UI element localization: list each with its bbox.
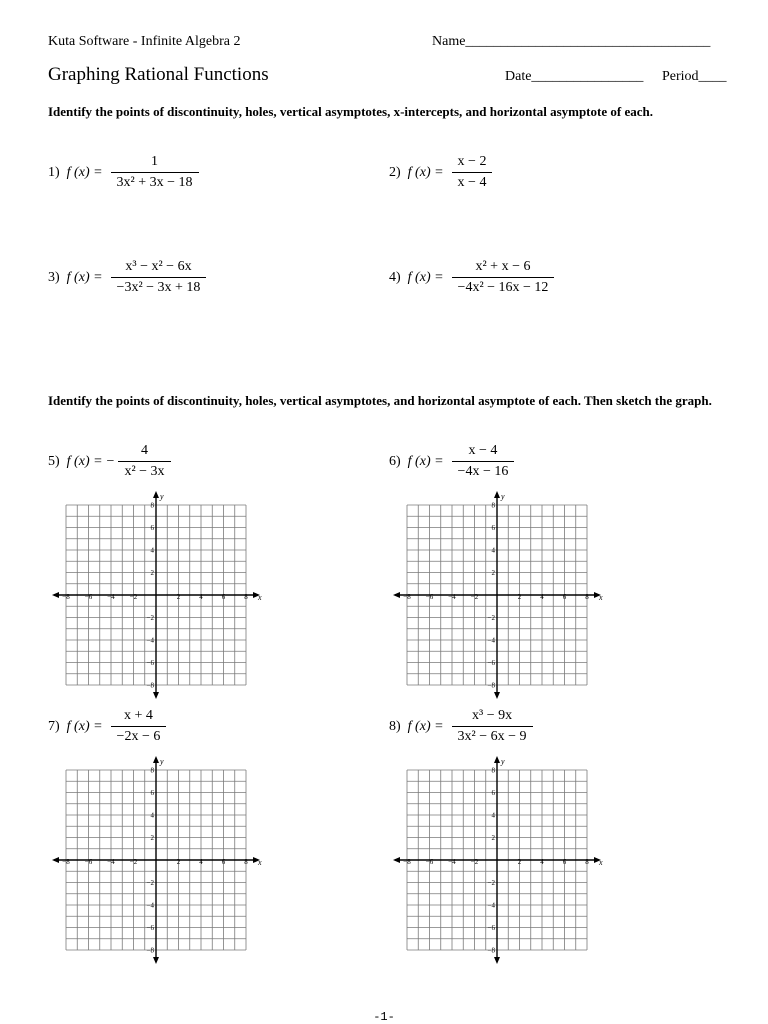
- x-tick-label: 6: [562, 858, 567, 866]
- y-axis-arrow-down: [153, 692, 159, 699]
- y-tick-label: −8: [487, 946, 495, 955]
- problem-4: [389, 259, 554, 296]
- y-tick-label: 2: [150, 569, 154, 577]
- denominator: x² − 3x: [118, 461, 170, 480]
- y-axis-arrow-down: [494, 957, 500, 964]
- coordinate-grid-6[interactable]: [389, 489, 619, 705]
- x-tick-label: −6: [425, 858, 434, 866]
- x-tick-label: 2: [176, 858, 181, 866]
- y-axis-arrow-up: [494, 491, 500, 498]
- denominator: −3x² − 3x + 18: [111, 277, 207, 296]
- x-tick-label: −2: [470, 593, 479, 601]
- fraction: [111, 154, 199, 191]
- y-tick-label: 6: [491, 789, 495, 797]
- y-tick-label: 6: [150, 789, 154, 797]
- x-tick-label: −4: [107, 858, 115, 866]
- worksheet-title: Graphing Rational Functions: [48, 64, 269, 85]
- problem-number: 5): [48, 453, 60, 469]
- numerator: x³ − 9x: [472, 708, 513, 723]
- x-tick-label: −6: [84, 593, 93, 601]
- y-tick-label: −6: [146, 659, 154, 667]
- y-tick-label: 6: [491, 524, 495, 532]
- y-tick-label: −8: [146, 681, 154, 690]
- problem-3: [48, 259, 206, 296]
- denominator: x − 4: [452, 172, 493, 191]
- x-axis-arrow-left: [52, 592, 59, 598]
- numerator: 1: [151, 154, 159, 169]
- problem-2: [389, 154, 492, 191]
- y-axis-arrow-up: [494, 756, 500, 763]
- fraction: [452, 154, 493, 191]
- x-axis-arrow-left: [393, 857, 400, 863]
- x-axis-label: x: [258, 593, 262, 602]
- x-tick-label: −8: [403, 858, 411, 866]
- x-axis-label: x: [599, 858, 603, 867]
- y-tick-label: −4: [146, 636, 154, 645]
- denominator: 3x² + 3x − 18: [111, 172, 199, 191]
- problem-6: [389, 443, 514, 480]
- period-field[interactable]: Period____: [662, 69, 727, 84]
- y-axis-label: y: [160, 492, 164, 501]
- x-tick-label: 4: [199, 593, 203, 601]
- x-tick-label: 6: [562, 593, 567, 601]
- y-axis-label: y: [501, 492, 505, 501]
- function-sign: −: [106, 453, 115, 469]
- x-tick-label: −4: [107, 593, 115, 601]
- x-tick-label: 2: [517, 858, 522, 866]
- fraction: [118, 443, 170, 480]
- x-tick-label: −6: [425, 593, 434, 601]
- publisher-label: Kuta Software - Infinite Algebra 2: [48, 34, 241, 49]
- function-label: f (x) =: [407, 453, 444, 469]
- fraction: [111, 708, 167, 745]
- x-tick-label: 8: [244, 593, 248, 601]
- y-tick-label: −2: [146, 879, 154, 887]
- numerator: x − 2: [457, 154, 487, 169]
- x-tick-label: 8: [585, 858, 589, 866]
- y-tick-label: −4: [487, 901, 495, 910]
- x-tick-label: 4: [199, 858, 203, 866]
- x-tick-label: 8: [244, 858, 248, 866]
- y-tick-label: 4: [491, 811, 495, 820]
- y-tick-label: −8: [146, 946, 154, 955]
- date-field[interactable]: Date________________: [505, 69, 644, 84]
- y-tick-label: 6: [150, 524, 154, 532]
- problem-5: [48, 443, 171, 480]
- y-tick-label: −2: [146, 614, 154, 622]
- y-tick-label: −4: [146, 901, 154, 910]
- function-label: f (x) =: [407, 164, 444, 180]
- function-label: f (x) =: [66, 269, 103, 285]
- x-tick-label: −4: [448, 593, 456, 601]
- problem-number: 7): [48, 718, 60, 734]
- function-label: f (x) =: [66, 718, 103, 734]
- y-axis-arrow-down: [494, 692, 500, 699]
- section1-instructions: Identify the points of discontinuity, holes, vertical asymptotes, x-intercepts, and horizontal asymptote of each.: [48, 104, 653, 119]
- x-tick-label: 4: [540, 593, 544, 601]
- problem-number: 4): [389, 269, 401, 285]
- y-tick-label: 4: [491, 546, 495, 555]
- problem-number: 3): [48, 269, 60, 285]
- denominator: −4x² − 16x − 12: [452, 277, 555, 296]
- y-tick-label: −6: [487, 659, 495, 667]
- numerator: x − 4: [468, 443, 498, 458]
- x-tick-label: 6: [221, 593, 226, 601]
- problem-number: 1): [48, 164, 60, 180]
- x-tick-label: 2: [176, 593, 181, 601]
- numerator: 4: [141, 443, 148, 458]
- y-axis-label: y: [501, 757, 505, 766]
- x-tick-label: −8: [62, 858, 70, 866]
- numerator: x³ − x² − 6x: [125, 259, 192, 274]
- denominator: −4x − 16: [452, 461, 515, 480]
- y-tick-label: 4: [150, 546, 154, 555]
- x-tick-label: 8: [585, 593, 589, 601]
- x-tick-label: 4: [540, 858, 544, 866]
- x-tick-label: −2: [129, 858, 138, 866]
- x-tick-label: −6: [84, 858, 93, 866]
- coordinate-grid-5[interactable]: [48, 489, 278, 705]
- problem-8: [389, 708, 533, 745]
- y-axis-arrow-down: [153, 957, 159, 964]
- y-tick-label: 8: [491, 766, 495, 775]
- y-tick-label: 8: [491, 501, 495, 510]
- x-tick-label: −2: [129, 593, 138, 601]
- numerator: x² + x − 6: [475, 259, 531, 274]
- y-tick-label: −2: [487, 614, 495, 622]
- y-tick-label: −2: [487, 879, 495, 887]
- fraction: [111, 259, 207, 296]
- y-tick-label: 8: [150, 501, 154, 510]
- y-tick-label: −6: [487, 924, 495, 932]
- x-tick-label: −4: [448, 858, 456, 866]
- x-tick-label: −8: [62, 593, 70, 601]
- fraction: [452, 259, 555, 296]
- x-axis-arrow-left: [393, 592, 400, 598]
- x-axis-label: x: [599, 593, 603, 602]
- section2-instructions: Identify the points of discontinuity, holes, vertical asymptotes, and horizontal asymptote of each. Then sketch the graph.: [48, 393, 712, 408]
- denominator: 3x² − 6x − 9: [452, 726, 533, 745]
- function-label: f (x) =: [407, 718, 444, 734]
- coordinate-grid-7[interactable]: [48, 754, 278, 970]
- y-axis-label: y: [160, 757, 164, 766]
- page-number: -1-: [373, 1010, 395, 1024]
- problem-1: [48, 154, 199, 191]
- x-axis-label: x: [258, 858, 262, 867]
- denominator: −2x − 6: [111, 726, 167, 745]
- y-tick-label: −4: [487, 636, 495, 645]
- x-tick-label: −2: [470, 858, 479, 866]
- x-tick-label: 2: [517, 593, 522, 601]
- y-tick-label: 8: [150, 766, 154, 775]
- problem-number: 2): [389, 164, 401, 180]
- y-tick-label: 4: [150, 811, 154, 820]
- function-label: f (x) =: [407, 269, 444, 285]
- y-axis-arrow-up: [153, 491, 159, 498]
- problem-number: 8): [389, 718, 401, 734]
- function-label: f (x) =: [66, 164, 103, 180]
- coordinate-grid-8[interactable]: [389, 754, 619, 970]
- y-tick-label: −8: [487, 681, 495, 690]
- y-tick-label: 2: [150, 834, 154, 842]
- fraction: [452, 708, 533, 745]
- x-tick-label: −8: [403, 593, 411, 601]
- fraction: [452, 443, 515, 480]
- name-field[interactable]: Name___________________________________: [432, 34, 711, 49]
- y-tick-label: 2: [491, 569, 495, 577]
- problem-number: 6): [389, 453, 401, 469]
- function-label: f (x) =: [66, 453, 103, 469]
- problem-7: [48, 708, 166, 745]
- y-axis-arrow-up: [153, 756, 159, 763]
- y-tick-label: 2: [491, 834, 495, 842]
- x-axis-arrow-left: [52, 857, 59, 863]
- y-tick-label: −6: [146, 924, 154, 932]
- x-tick-label: 6: [221, 858, 226, 866]
- numerator: x + 4: [123, 708, 153, 723]
